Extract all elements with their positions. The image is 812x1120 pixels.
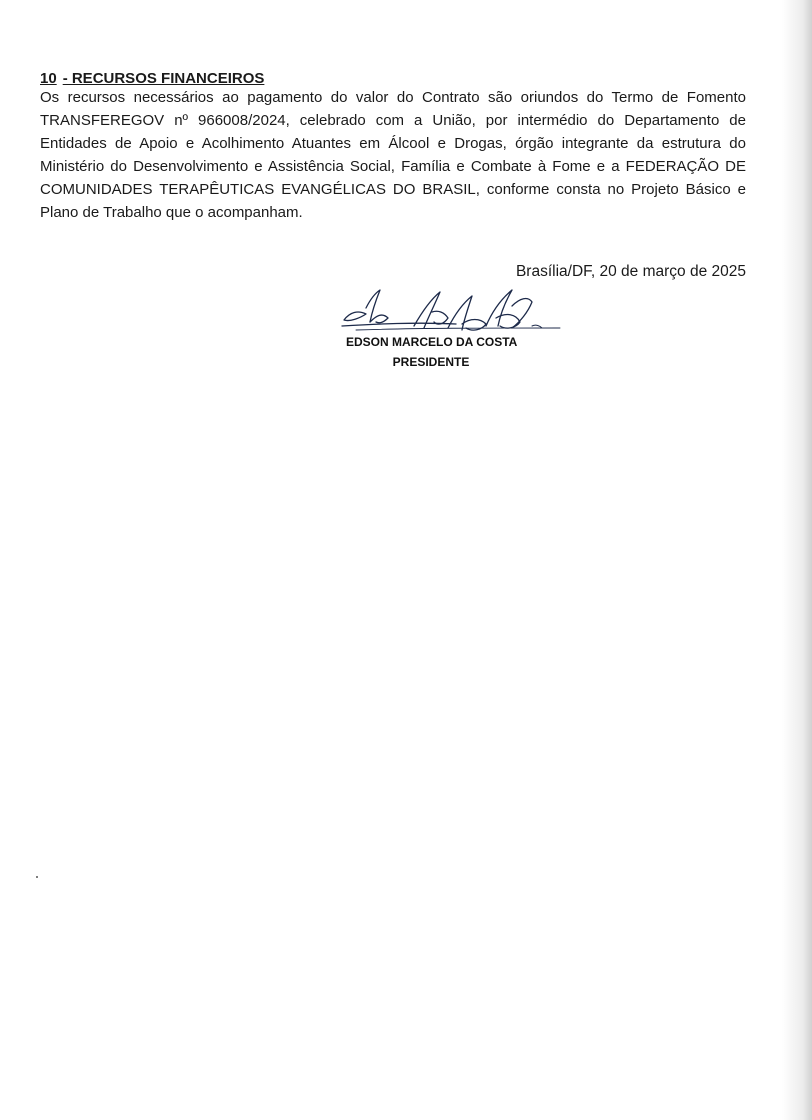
body-paragraph [40,86,746,224]
section-heading [40,70,264,87]
section-title: - RECURSOS FINANCEIROS [62,70,265,87]
paragraph-line: TRANSFEREGOV nº 966008/2024, celebrado com a União, por intermédio do Departamento de [40,112,746,129]
scan-edge-shadow [782,0,812,1120]
signer-name: EDSON MARCELO DA COSTA [346,335,518,349]
place-and-date: Brasília/DF, 20 de março de 2025 [515,263,746,280]
signer-role: PRESIDENTE [392,355,470,369]
section-number: 10 [40,70,57,87]
paragraph-line: Ministério do Desenvolvimento e Assistência Social, Família e Combate à Fome e a FEDERAÇÃO DE [40,158,746,175]
handwritten-signature [336,282,566,342]
paragraph-line: COMUNIDADES TERAPÊUTICAS EVANGÉLICAS DO BRASIL, conforme consta no Projeto Básico e [40,181,746,198]
paragraph-line: Entidades de Apoio e Acolhimento Atuantes em Álcool e Drogas, órgão integrante da estrutura do [40,135,746,152]
paragraph-line: Os recursos necessários ao pagamento do valor do Contrato são oriundos do Termo de Fomento [40,89,746,106]
scan-speck [36,876,38,878]
paragraph-line: Plano de Trabalho que o acompanham. [40,204,303,221]
